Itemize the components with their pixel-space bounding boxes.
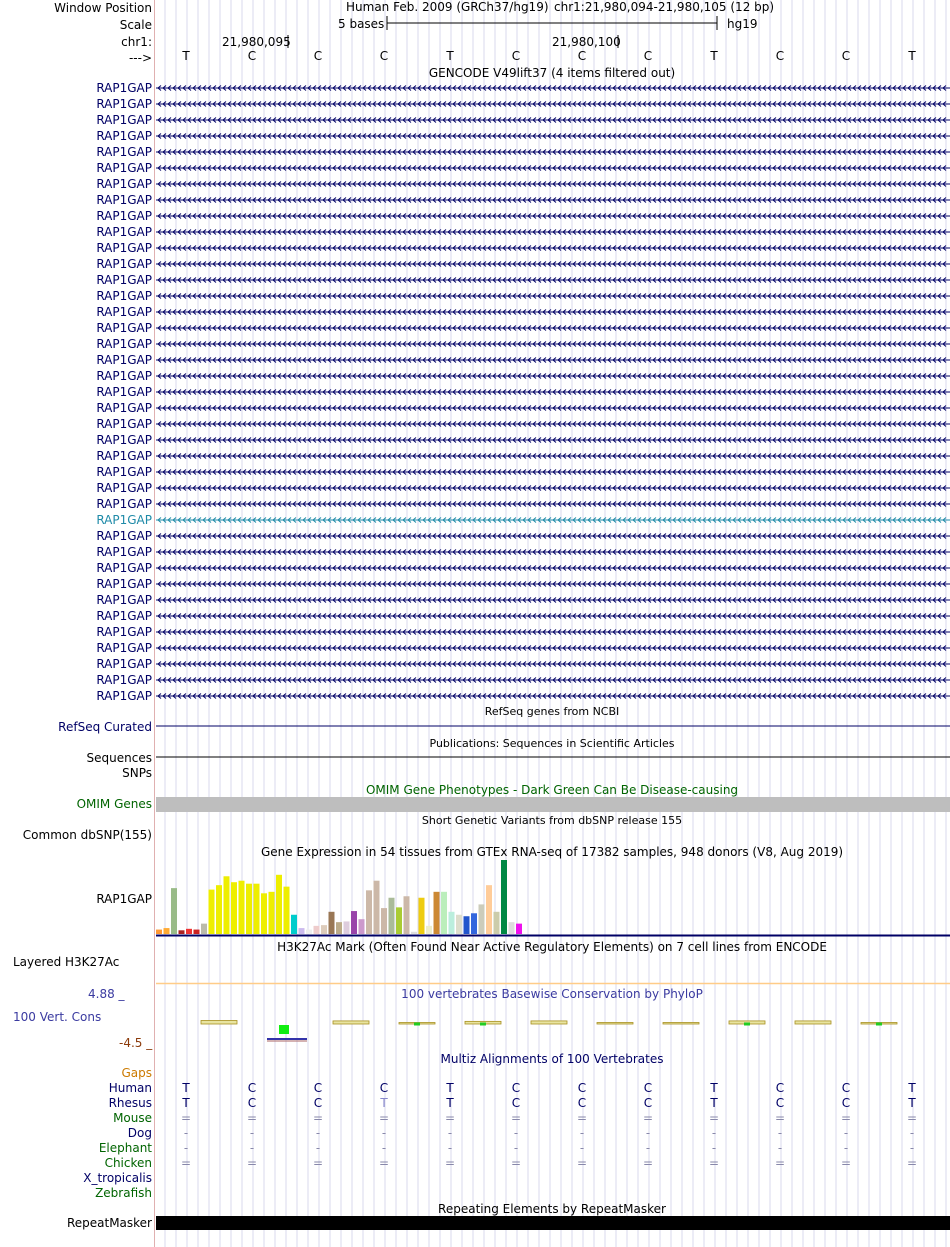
gencode-gene-label[interactable]: RAP1GAP [96, 145, 152, 159]
gencode-gene-label[interactable]: RAP1GAP [96, 257, 152, 271]
gtex-tissue-bar [209, 890, 215, 934]
gtex-tissue-bar [494, 912, 500, 934]
gtex-tissue-bar [246, 884, 252, 934]
gtex-tissue-bar [269, 892, 275, 934]
multiz-species-label[interactable]: Rhesus [108, 1096, 152, 1110]
multiz-base: = [708, 1156, 720, 1170]
multiz-base: = [312, 1156, 324, 1170]
multiz-base: C [775, 1096, 785, 1110]
multiz-base: - [183, 1141, 189, 1155]
multiz-species-label[interactable]: Human [108, 1081, 152, 1095]
gencode-gene-label[interactable]: RAP1GAP [96, 673, 152, 687]
conservation-track-title: 100 vertebrates Basewise Conservation by PhyloP [401, 987, 703, 1001]
multiz-base: = [906, 1156, 918, 1170]
gtex-tissue-bar [186, 929, 192, 934]
multiz-base: C [313, 1096, 323, 1110]
conservation-score-bar [597, 1023, 633, 1025]
gtex-tissue-bar [261, 893, 267, 934]
sequence-base: C [313, 49, 323, 63]
scale-db: hg19 [727, 17, 758, 31]
multiz-base: T [710, 1081, 718, 1095]
omim-feature-bar [156, 797, 950, 812]
multiz-species-label[interactable]: Chicken [104, 1156, 152, 1170]
sequence-base: C [247, 49, 257, 63]
scale-text: 5 bases [338, 17, 385, 31]
multiz-base: = [378, 1156, 390, 1170]
gtex-tissue-bar [479, 904, 485, 934]
conservation-score-bar [531, 1021, 567, 1024]
position-text: chr1:21,980,094-21,980,105 (12 bp) [554, 0, 775, 14]
omim-track-title: OMIM Gene Phenotypes - Dark Green Can Be Disease-causing [365, 783, 739, 797]
assembly-title: Human Feb. 2009 (GRCh37/hg19) [346, 0, 549, 14]
multiz-base: - [447, 1141, 453, 1155]
repeatmasker-track-label[interactable]: RepeatMasker [66, 1216, 152, 1230]
multiz-base: - [645, 1126, 651, 1140]
multiz-base: C [643, 1096, 653, 1110]
gtex-tissue-bar [239, 881, 245, 934]
repeatmasker-track-title: Repeating Elements by RepeatMasker [438, 1202, 666, 1216]
multiz-base: = [774, 1111, 786, 1125]
multiz-base: = [246, 1156, 258, 1170]
gtex-tissue-bar [314, 926, 320, 934]
position-tick-2: 21,980,100 [552, 35, 621, 49]
multiz-base: - [513, 1141, 519, 1155]
gencode-gene-label[interactable]: RAP1GAP [96, 481, 152, 495]
gtex-tissue-bar [156, 930, 162, 934]
multiz-base: - [711, 1141, 717, 1155]
gtex-tissue-bar [179, 930, 185, 934]
conservation-score-bar [279, 1025, 289, 1034]
gencode-gene-label[interactable]: RAP1GAP [96, 369, 152, 383]
conservation-score-bar [795, 1021, 831, 1024]
multiz-base: - [315, 1126, 321, 1140]
window-position-label: Window Position [54, 1, 152, 15]
h3k27ac-track-label[interactable]: Layered H3K27Ac [13, 955, 120, 969]
multiz-base: - [249, 1141, 255, 1155]
scale-label: Scale [119, 18, 152, 32]
sequence-base: C [841, 49, 851, 63]
multiz-base: = [312, 1111, 324, 1125]
multiz-base: = [840, 1156, 852, 1170]
gencode-gene-label[interactable]: RAP1GAP [96, 97, 152, 111]
gtex-tissue-bar [449, 912, 455, 934]
multiz-base: - [843, 1126, 849, 1140]
multiz-base: T [182, 1096, 190, 1110]
gtex-tissue-bar [486, 885, 492, 934]
multiz-track-title: Multiz Alignments of 100 Vertebrates [440, 1052, 664, 1066]
multiz-base: - [711, 1126, 717, 1140]
gencode-gene-label[interactable]: RAP1GAP [96, 193, 152, 207]
gencode-gene-label[interactable]: RAP1GAP [96, 417, 152, 431]
gtex-tissue-bar [366, 890, 372, 934]
gtex-tissue-bar [434, 892, 440, 934]
gencode-gene-label[interactable]: RAP1GAP [96, 433, 152, 447]
multiz-base: = [708, 1111, 720, 1125]
position-tick-1: 21,980,095 [222, 35, 291, 49]
multiz-base: T [908, 1081, 916, 1095]
multiz-base: = [576, 1156, 588, 1170]
gtex-tissue-bar [501, 860, 507, 934]
gencode-gene-label[interactable]: RAP1GAP [96, 401, 152, 415]
gtex-tissue-bar [306, 930, 312, 934]
gencode-gene-label[interactable]: RAP1GAP [96, 465, 152, 479]
multiz-base: - [183, 1126, 189, 1140]
multiz-base: = [642, 1156, 654, 1170]
gtex-tissue-bar [299, 928, 305, 934]
gtex-tissue-bar [426, 926, 432, 934]
gencode-gene-label[interactable]: RAP1GAP [96, 337, 152, 351]
multiz-base: - [447, 1126, 453, 1140]
gencode-track-title: GENCODE V49lift37 (4 items filtered out) [428, 66, 676, 80]
multiz-species-label[interactable]: Dog [127, 1126, 152, 1140]
multiz-base: = [246, 1111, 258, 1125]
multiz-base: = [378, 1111, 390, 1125]
multiz-species-label[interactable]: X_tropicalis [83, 1171, 152, 1185]
gencode-gene-label[interactable]: RAP1GAP [96, 353, 152, 367]
dbsnp-track-title: Short Genetic Variants from dbSNP release 155 [421, 814, 683, 827]
multiz-base: C [313, 1081, 323, 1095]
gencode-gene-label[interactable]: RAP1GAP [96, 641, 152, 655]
multiz-base: C [841, 1096, 851, 1110]
gtex-tissue-bar [276, 875, 282, 934]
publications-track-label[interactable]: Sequences [86, 751, 152, 765]
gtex-tissue-bar [359, 919, 365, 934]
gtex-tissue-bar [419, 898, 425, 934]
gencode-gene-label[interactable]: RAP1GAP [96, 129, 152, 143]
conservation-score-peak [876, 1023, 882, 1026]
multiz-base: = [444, 1111, 456, 1125]
gtex-tissue-bar [216, 885, 222, 934]
multiz-species-label[interactable]: Elephant [98, 1141, 152, 1155]
multiz-base: - [579, 1126, 585, 1140]
gencode-gene-label[interactable]: RAP1GAP [96, 209, 152, 223]
publications-track-title: Publications: Sequences in Scientific Articles [429, 737, 675, 750]
gtex-track-title: Gene Expression in 54 tissues from GTEx RNA-seq of 17382 samples, 948 donors (V8, Aug 2019) [260, 845, 844, 859]
gtex-tissue-bar [464, 916, 470, 934]
gtex-tissue-bar [374, 881, 380, 934]
gtex-tissue-bar [284, 887, 290, 934]
gencode-gene-label[interactable]: RAP1GAP [96, 689, 152, 703]
gtex-tissue-bar [231, 882, 237, 934]
multiz-base: T [182, 1081, 190, 1095]
snps-track-label[interactable]: SNPs [122, 766, 152, 780]
multiz-base: = [774, 1156, 786, 1170]
gencode-gene-label[interactable]: RAP1GAP [96, 497, 152, 511]
multiz-base: - [381, 1126, 387, 1140]
chr-label: chr1: [121, 35, 152, 49]
gencode-gene-label[interactable]: RAP1GAP [96, 321, 152, 335]
gencode-gene-label[interactable]: RAP1GAP [96, 513, 152, 527]
multiz-base: T [710, 1096, 718, 1110]
multiz-base: C [511, 1081, 521, 1095]
omim-track-label[interactable]: OMIM Genes [76, 797, 152, 811]
multiz-base: = [576, 1111, 588, 1125]
multiz-base: - [579, 1141, 585, 1155]
sequence-base: T [710, 49, 718, 63]
sequence-base: C [577, 49, 587, 63]
gtex-tissue-bar [201, 924, 207, 934]
strand-label: ---> [128, 51, 152, 65]
gtex-tissue-bar [194, 930, 200, 934]
sequence-base: C [643, 49, 653, 63]
gtex-tissue-bar [171, 888, 177, 934]
gencode-gene-label[interactable]: RAP1GAP [96, 593, 152, 607]
multiz-base: = [180, 1111, 192, 1125]
multiz-base: - [645, 1141, 651, 1155]
sequence-base: C [379, 49, 389, 63]
multiz-base: = [510, 1156, 522, 1170]
multiz-base: C [577, 1081, 587, 1095]
gtex-tissue-bar [404, 896, 410, 934]
gencode-gene-label[interactable]: RAP1GAP [96, 609, 152, 623]
multiz-base: C [379, 1081, 389, 1095]
gencode-gene-label[interactable]: RAP1GAP [96, 273, 152, 287]
conservation-score-bar [201, 1020, 237, 1024]
sequence-base: C [775, 49, 785, 63]
gtex-tissue-bar [164, 928, 170, 934]
gencode-gene-label[interactable]: RAP1GAP [96, 81, 152, 95]
gencode-gene-label[interactable]: RAP1GAP [96, 177, 152, 191]
multiz-base: - [249, 1126, 255, 1140]
gtex-tissue-bar [441, 892, 447, 934]
gencode-gene-label[interactable]: RAP1GAP [96, 625, 152, 639]
multiz-base: C [577, 1096, 587, 1110]
multiz-base: C [247, 1096, 257, 1110]
gtex-tissue-bar [411, 932, 417, 934]
multiz-base: = [642, 1111, 654, 1125]
multiz-base: = [510, 1111, 522, 1125]
h3k27ac-track-title: H3K27Ac Mark (Often Found Near Active Regulatory Elements) on 7 cell lines from ENCODE [277, 940, 827, 954]
multiz-base: T [908, 1096, 916, 1110]
dbsnp-track-label[interactable]: Common dbSNP(155) [22, 828, 152, 842]
conservation-min-label: -4.5 _ [119, 1036, 153, 1050]
refseq-track-label[interactable]: RefSeq Curated [58, 720, 152, 734]
multiz-base: C [247, 1081, 257, 1095]
gtex-tissue-bar [471, 913, 477, 934]
gencode-gene-label[interactable]: RAP1GAP [96, 449, 152, 463]
gencode-gene-label[interactable]: RAP1GAP [96, 385, 152, 399]
gencode-gene-label[interactable]: RAP1GAP [96, 577, 152, 591]
sequence-base: T [446, 49, 454, 63]
sequence-base: C [511, 49, 521, 63]
multiz-base: - [843, 1141, 849, 1155]
gencode-gene-label[interactable]: RAP1GAP [96, 289, 152, 303]
multiz-species-label[interactable]: Mouse [113, 1111, 152, 1125]
gencode-gene-label[interactable]: RAP1GAP [96, 529, 152, 543]
gtex-tissue-bar [291, 915, 297, 934]
conservation-score-bar [663, 1023, 699, 1025]
gtex-tissue-bar [516, 924, 522, 934]
gtex-track-label[interactable]: RAP1GAP [96, 892, 152, 906]
conservation-max-label: 4.88 _ [88, 987, 125, 1001]
gtex-tissue-bar [254, 884, 260, 934]
conservation-score-peak [744, 1023, 750, 1026]
multiz-base: - [381, 1141, 387, 1155]
gtex-tissue-bar [224, 876, 230, 934]
gtex-tissue-bar [456, 915, 462, 934]
conservation-score-peak [414, 1023, 420, 1026]
multiz-base: - [777, 1141, 783, 1155]
gtex-tissue-bar [381, 908, 387, 934]
gtex-tissue-bar [396, 907, 402, 934]
multiz-base: - [315, 1141, 321, 1155]
multiz-base: C [841, 1081, 851, 1095]
multiz-base: C [775, 1081, 785, 1095]
gencode-gene-label[interactable]: RAP1GAP [96, 657, 152, 671]
conservation-score-bar [333, 1021, 369, 1024]
gtex-tissue-bar [509, 922, 515, 934]
gencode-gene-label[interactable]: RAP1GAP [96, 241, 152, 255]
gtex-tissue-bar [351, 911, 357, 934]
conservation-score-peak [480, 1023, 486, 1026]
multiz-base: C [511, 1096, 521, 1110]
gtex-tissue-bar [389, 898, 395, 934]
multiz-base: T [446, 1096, 454, 1110]
multiz-base: = [906, 1111, 918, 1125]
gencode-gene-label[interactable]: RAP1GAP [96, 225, 152, 239]
gencode-gene-label[interactable]: RAP1GAP [96, 545, 152, 559]
multiz-base: - [777, 1126, 783, 1140]
multiz-base: - [513, 1126, 519, 1140]
multiz-base: T [380, 1096, 388, 1110]
multiz-base: = [840, 1111, 852, 1125]
sequence-base: T [908, 49, 916, 63]
gencode-gene-label[interactable]: RAP1GAP [96, 561, 152, 575]
multiz-base: - [909, 1126, 915, 1140]
gtex-tissue-bar [344, 921, 350, 934]
gtex-tissue-bar [329, 912, 335, 934]
multiz-base: C [643, 1081, 653, 1095]
gtex-tissue-bar [336, 922, 342, 934]
multiz-base: = [444, 1156, 456, 1170]
refseq-track-title: RefSeq genes from NCBI [484, 705, 620, 718]
gtex-tissue-bar [321, 925, 327, 934]
conservation-track-label[interactable]: 100 Vert. Cons [13, 1010, 102, 1024]
gencode-gene-label[interactable]: RAP1GAP [96, 113, 152, 127]
multiz-base: - [909, 1141, 915, 1155]
gencode-gene-label[interactable]: RAP1GAP [96, 161, 152, 175]
repeatmasker-feature-bar [156, 1216, 950, 1230]
multiz-species-label[interactable]: Gaps [121, 1066, 152, 1080]
sequence-base: T [182, 49, 190, 63]
multiz-species-label[interactable]: Zebrafish [95, 1186, 152, 1200]
gencode-gene-label[interactable]: RAP1GAP [96, 305, 152, 319]
multiz-base: T [446, 1081, 454, 1095]
multiz-base: = [180, 1156, 192, 1170]
